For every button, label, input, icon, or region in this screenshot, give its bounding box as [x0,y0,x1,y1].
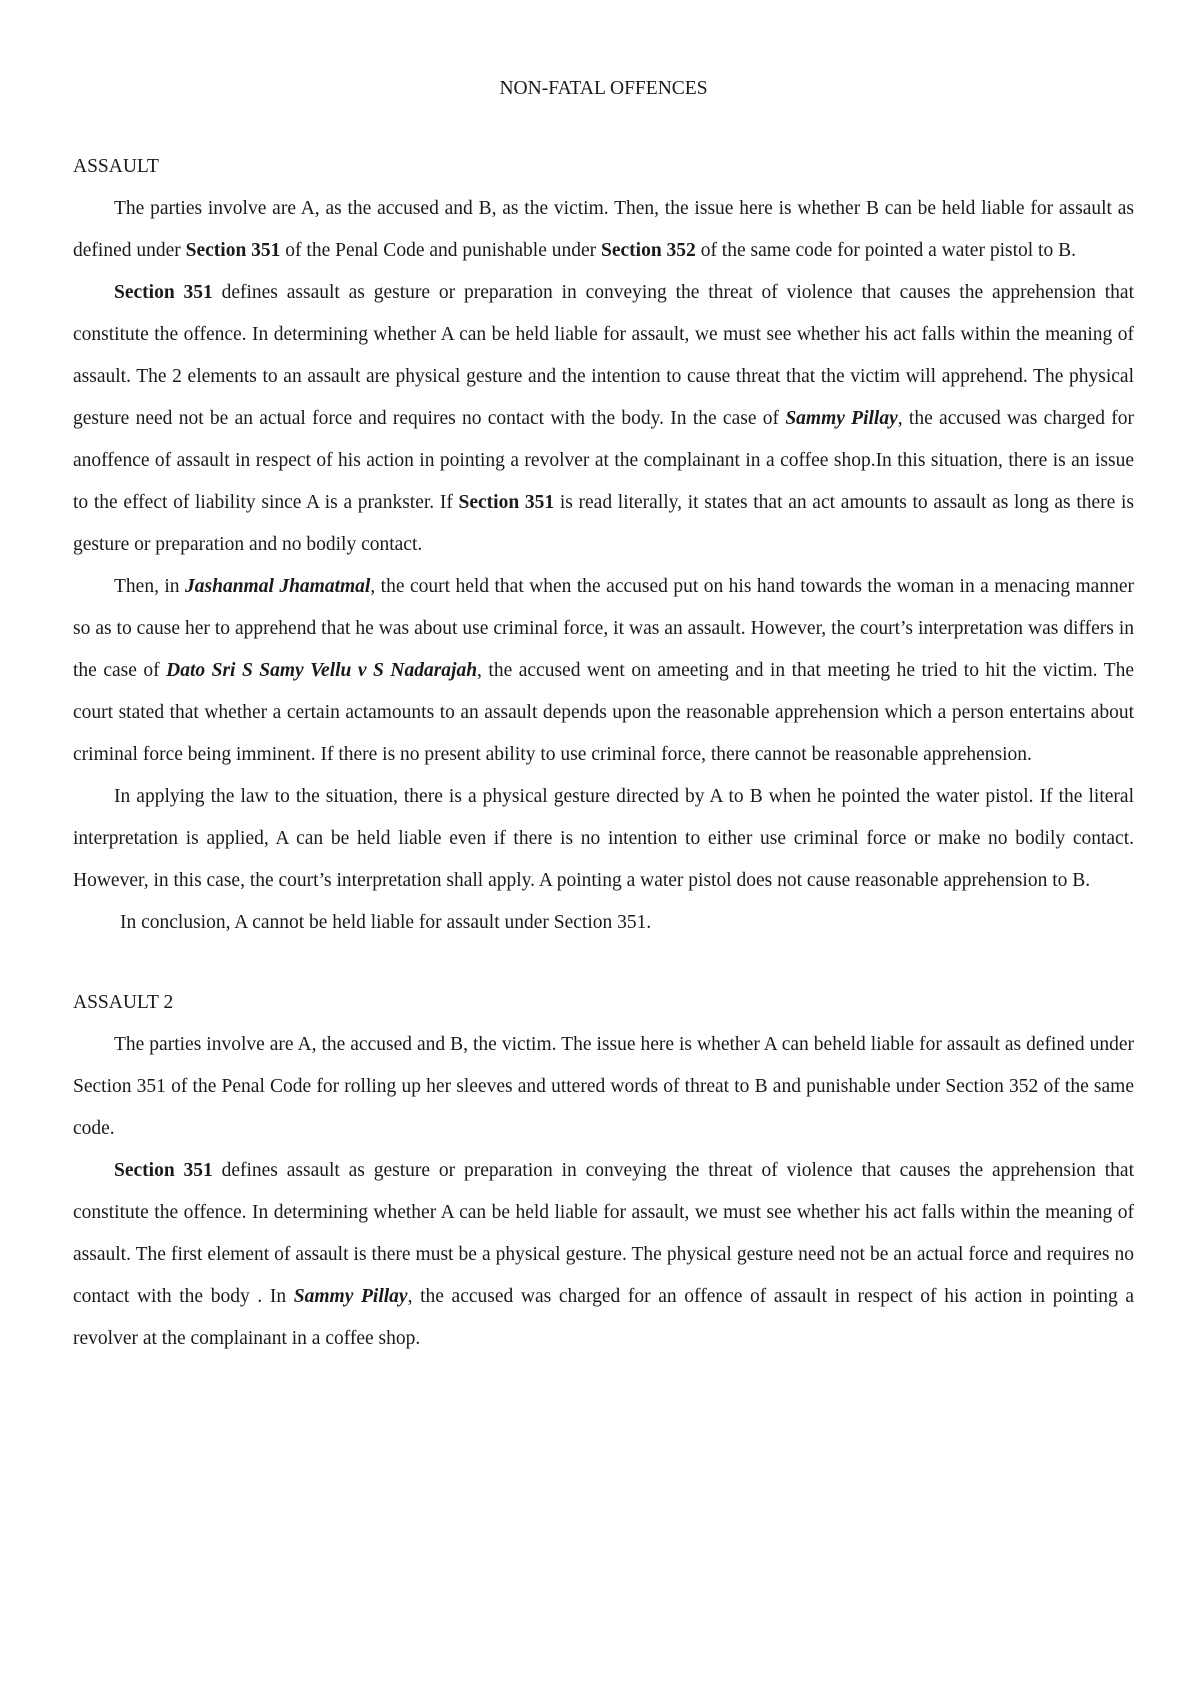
statute-reference: Section 351 [185,240,281,261]
text-run: is read literally, it states that an act amounts to assault as long as there is gesture or preparation and no bodily contact. [73,492,1134,555]
section-heading: ASSAULT 2 [73,992,174,1013]
body-paragraph [73,188,1134,272]
case-name: Jashanmal Jhamatmal [185,576,371,597]
text-run: defines assault as gesture or preparation in conveying the threat of violence that causes the apprehension that constitute the offence. In determining whether A can be held liable for assault, we must see whether his act falls within the meaning of assault. The 2 elements to an assault are physical gesture and the intention to cause threat that the victim will apprehend. The physical gesture need not be an actual force and requires no contact with the body. In the case of [73,282,1134,429]
body-paragraph [73,902,1134,944]
text-run: of the same code for pointed a water pistol to B. [695,240,1076,261]
case-name: Sammy Pillay [785,408,898,429]
body-paragraph [73,566,1134,776]
text-run: Then, in [114,576,186,597]
statute-reference: Section 352 [601,240,696,261]
text-run: defines assault as gesture or preparation in conveying the threat of violence that causes the apprehension that constitute the offence. In determining whether A can be held liable for assault, we must see whether his act falls within the meaning of assault. The first element of assault is there must be a physical gesture. The physical gesture need not be an actual force and requires no contact with the body . In [73,1160,1134,1307]
text-run: The parties involve are A, as the accused and B, as the victim. Then, the issue here is whether B can be held liable for assault as defined under [73,198,1134,261]
text-run: , the accused was charged for anoffence of assault in respect of his action in pointing a revolver at the complainant in a coffee shop.In this situation, there is an issue to the effect of liability since A is a prankster. If [73,408,1135,513]
text-run: The parties involve are A, the accused and B, the victim. The issue here is whether A can beheld liable for assault as defined under Section 351 of the Penal Code for rolling up her sleeves and uttered words of threat to B and punishable under Section 352 of the same code. [73,1034,1134,1139]
statute-reference: Section 351 [114,282,213,303]
body-paragraph [73,1024,1134,1150]
text-run: of the Penal Code and punishable under [280,240,602,261]
text-run: In applying the law to the situation, there is a physical gesture directed by A to B when he pointed the water pistol. If the literal interpretation is applied, A can be held liable even if there is no intention to either use criminal force or make no bodily contact. However, in this case, the court’s interpretation shall apply. A pointing a water pistol does not cause reasonable apprehension to B. [73,786,1134,891]
text-run: , the accused went on ameeting and in that meeting he tried to hit the victim. The court stated that whether a certain actamounts to an assault depends upon the reasonable apprehension which a person entertains about criminal force being imminent. If there is no present ability to use criminal force, there cannot be reasonable apprehension. [73,660,1134,765]
case-name: Sammy Pillay [293,1286,408,1307]
body-paragraph [73,1150,1134,1360]
body-paragraph [73,272,1134,566]
text-run: In conclusion, A cannot be held liable for assault under Section 351. [120,912,652,933]
text-run: , the accused was charged for an offence of assault in respect of his action in pointing a revolver at the complainant in a coffee shop. [73,1286,1134,1349]
body-paragraph [73,776,1134,902]
case-name: Dato Sri S Samy Vellu v S Nadarajah [166,660,478,681]
statute-reference: Section 351 [114,1160,213,1181]
document-title: NON-FATAL OFFENCES [499,78,708,99]
text-run: , the court held that when the accused put on his hand towards the woman in a menacing manner so as to cause her to apprehend that he was about use criminal force, it was an assault. However, the court’s interpretation was differs in the case of [73,576,1134,681]
section-heading: ASSAULT [73,156,159,177]
document-body [73,146,1134,1360]
statute-reference: Section 351 [458,492,555,513]
